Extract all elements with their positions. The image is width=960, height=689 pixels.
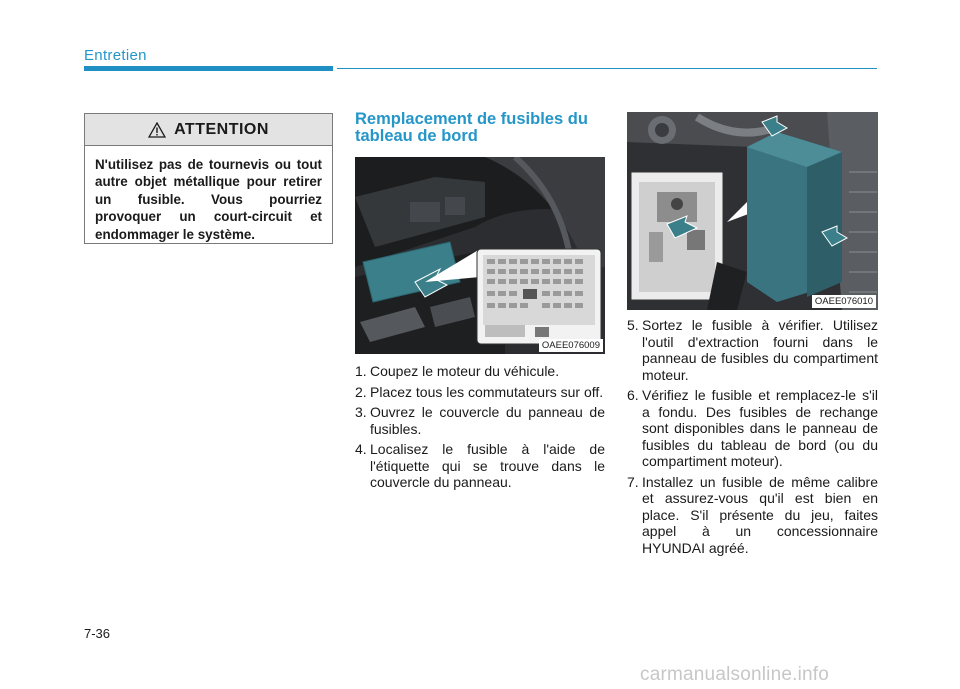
step-text: Vérifiez le fusible et remplacez-le s'il a fondu. Des fusibles de rechange sont disponibles dans le panneau de fusibles du tableau de bord (ou du compartiment moteur).: [642, 387, 878, 469]
header-rule-thick: [84, 66, 333, 71]
step-text: Installez un fusible de même calibre et assurez-vous qu'il est bien en place. S'il présente du jeu, faites appel à un concessionnaire HYUNDAI agréé.: [642, 473, 878, 556]
steps-list-2: [627, 317, 878, 560]
dashboard-photo-illustration: [355, 157, 605, 354]
list-item: [627, 387, 878, 470]
section-label: Entretien: [84, 47, 147, 64]
list-item: [355, 384, 605, 401]
step-text: Sortez le fusible à vérifier. Utilisez l'outil d'extraction fourni dans le panneau de fusibles du compartiment moteur.: [642, 317, 878, 383]
attention-title: ATTENTION: [174, 120, 269, 138]
step-number: 6.: [627, 387, 639, 403]
steps-list-1: [355, 363, 605, 495]
list-item: [355, 441, 605, 491]
watermark: carmanualsonline.info: [640, 664, 830, 685]
section-title: Remplacement de fusibles du tableau de bord: [355, 110, 588, 145]
page-number: 7-36: [84, 626, 111, 641]
step-text: Placez tous les commutateurs sur off.: [370, 383, 604, 400]
list-item: [627, 317, 878, 383]
engine-fuse-box-photo: [627, 112, 878, 310]
attention-header: [85, 114, 332, 146]
step-number: 4.: [355, 441, 367, 457]
attention-text: N'utilisez pas de tournevis ou tout autre objet métallique pour retirer un fusible. Vous pourriez provoquer un court-circuit et endommager le système.: [95, 157, 322, 242]
step-text: Coupez le moteur du véhicule.: [370, 363, 560, 379]
step-number: 7.: [627, 473, 639, 490]
dashboard-fuse-panel-photo: [355, 157, 605, 354]
header-rule-thin: [337, 68, 877, 69]
list-item: [355, 363, 605, 380]
step-number: 2.: [355, 383, 367, 400]
figure-code: OAEE076010: [812, 295, 876, 308]
list-item: [627, 474, 878, 557]
step-number: 5.: [627, 317, 639, 333]
attention-box: [84, 113, 333, 244]
warning-triangle-icon: [148, 122, 166, 138]
step-number: 1.: [355, 363, 367, 379]
step-text: Ouvrez le couvercle du panneau de fusibles.: [370, 404, 605, 437]
engine-photo-illustration: [627, 112, 878, 310]
step-number: 3.: [355, 404, 367, 420]
step-text: Localisez le fusible à l'aide de l'étiquette qui se trouve dans le couvercle du panneau.: [370, 441, 605, 490]
figure-code: OAEE076009: [539, 339, 603, 352]
list-item: [355, 404, 605, 437]
